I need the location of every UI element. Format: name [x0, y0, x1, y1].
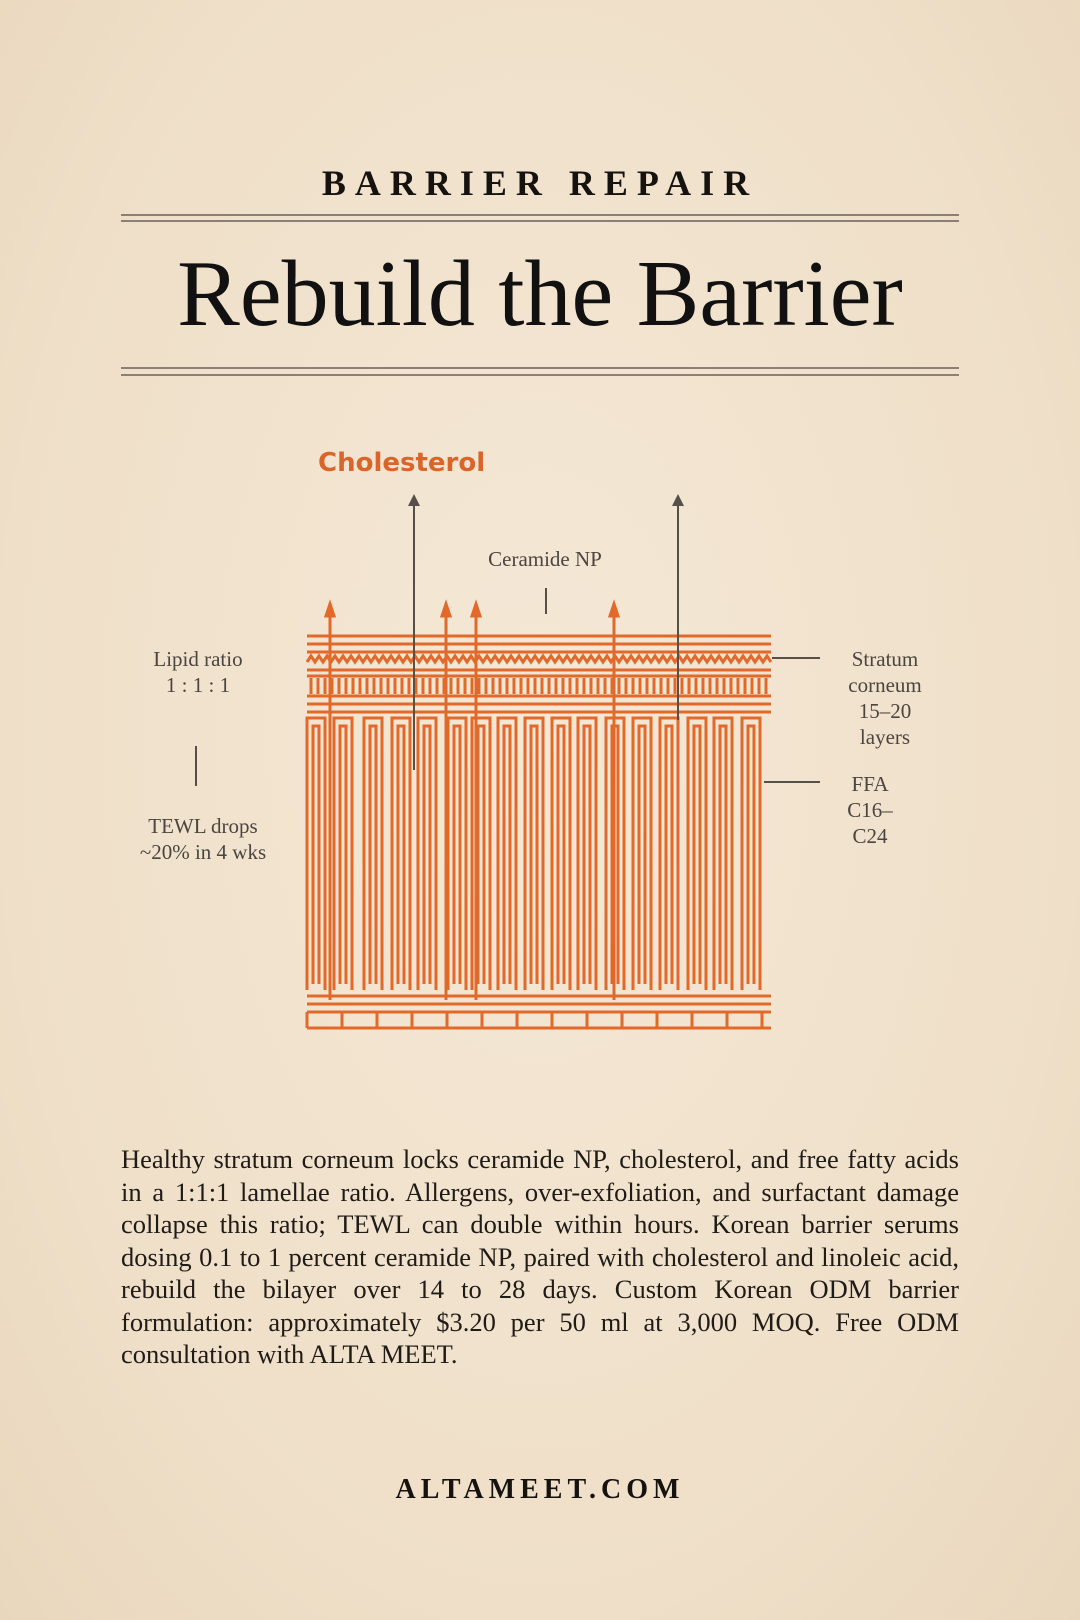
- post-tip-2: [472, 604, 480, 616]
- stratum-line-2: corneum: [848, 673, 922, 697]
- hairpin-inner: [720, 726, 726, 984]
- hairpin-inner: [370, 726, 376, 984]
- hairpin-inner: [454, 726, 460, 984]
- post-tip-1: [442, 604, 450, 616]
- hairpin-outer: [688, 718, 706, 990]
- hairpin-outer: [448, 718, 466, 990]
- tewl-label: [118, 813, 288, 865]
- ffa-label: [825, 771, 915, 849]
- hairpin-outer: [552, 718, 570, 990]
- post-tip-3: [610, 604, 618, 616]
- lamellae-illustration: [307, 604, 771, 1028]
- arrow-head-0: [408, 494, 420, 506]
- hairpin-inner: [340, 726, 346, 984]
- stratum-line-3: 15–20: [858, 699, 912, 723]
- hairpin-outer: [392, 718, 410, 990]
- hairpin-inner: [424, 726, 430, 984]
- hairpin-outer: [714, 718, 732, 990]
- top-rule-1: [121, 214, 959, 216]
- footer-url: ALTAMEET.COM: [395, 1474, 685, 1505]
- hairpin-inner: [558, 726, 564, 984]
- zigzag-band: [307, 656, 771, 662]
- hairpin-inner: [639, 726, 645, 984]
- ffa-line-1: FFA: [851, 772, 889, 796]
- hairpin-outer: [364, 718, 382, 990]
- hairpin-outer: [525, 718, 543, 990]
- hairpin-inner: [666, 726, 672, 984]
- stratum-label: [825, 646, 945, 750]
- post-tip-0: [326, 604, 334, 616]
- hairpin-inner: [478, 726, 484, 984]
- top-rule-2: [121, 220, 959, 222]
- hairpin-outer: [418, 718, 436, 990]
- arrow-head-1: [672, 494, 684, 506]
- ffa-line-3: C24: [852, 824, 888, 848]
- section-kicker: BARRIER REPAIR: [321, 163, 759, 203]
- bottom-rule-2: [121, 374, 959, 376]
- hairpin-inner: [504, 726, 510, 984]
- lipid-ratio-label: [118, 646, 278, 698]
- hairpin-inner: [531, 726, 537, 984]
- hairpin-outer: [307, 718, 325, 990]
- lipid-ratio-line-2: 1 : 1 : 1: [165, 673, 231, 697]
- hairpin-outer: [578, 718, 596, 990]
- hairpin-outer: [633, 718, 651, 990]
- tewl-line-2: ~20% in 4 wks: [139, 840, 267, 864]
- page-title: Rebuild the Barrier: [177, 242, 903, 346]
- hairpin-inner: [584, 726, 590, 984]
- body-paragraph: Healthy stratum corneum locks ceramide NP, cholesterol, and free fatty acids in a 1:1:1 lamellae ratio. Allergens, over-exfoliation, and surfactant damage collapse this ratio; TEWL can double within hours. Korean barrier serums dosing 0.1 to 1 percent ceramide NP, paired with cholesterol and linoleic acid, rebuild the bilayer over 14 to 28 days. Custom Korean ODM barrier formulation: approximately $3.20 per 50 ml at 3,000 MOQ. Free ODM consultation with ALTA MEET.: [121, 1144, 959, 1369]
- hairpin-inner: [748, 726, 754, 984]
- hairpin-inner: [694, 726, 700, 984]
- hairpin-outer: [742, 718, 760, 990]
- cholesterol-label: Cholesterol: [318, 448, 486, 478]
- hairpin-inner: [313, 726, 319, 984]
- bottom-rule-1: [121, 367, 959, 369]
- stratum-line-1: Stratum: [851, 647, 919, 671]
- hairpin-outer: [498, 718, 516, 990]
- hairpin-outer: [334, 718, 352, 990]
- stratum-line-4: layers: [859, 725, 911, 749]
- tewl-line-1: TEWL drops: [148, 814, 258, 838]
- lipid-ratio-line-1: Lipid ratio: [153, 647, 243, 671]
- hairpin-inner: [398, 726, 404, 984]
- ceramide-label: Ceramide NP: [488, 547, 602, 571]
- ffa-line-2: C16–: [847, 798, 893, 822]
- hairpin-outer: [660, 718, 678, 990]
